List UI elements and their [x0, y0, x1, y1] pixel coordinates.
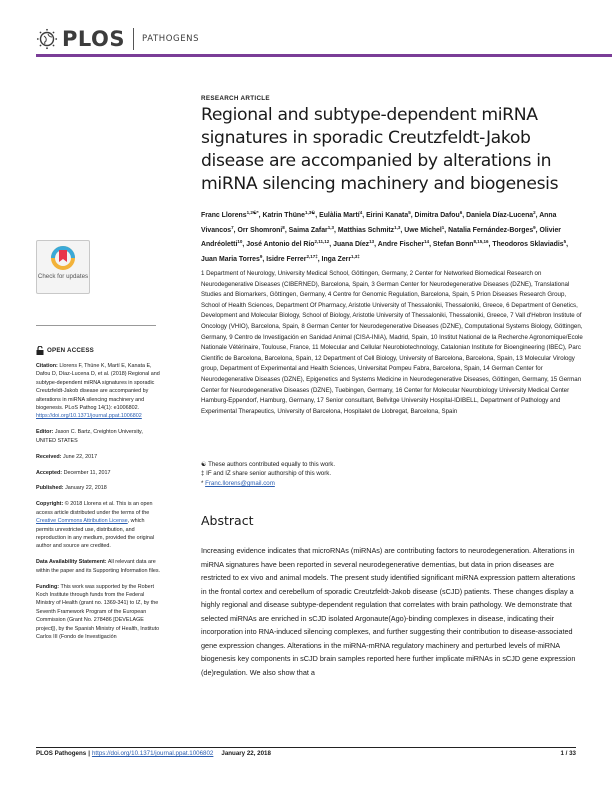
author-affiliation-marker: 1,3☯: [304, 210, 316, 215]
received-block: [36, 453, 162, 461]
abstract-text: Increasing evidence indicates that microRNAs (miRNAs) are contributing factors to neurodegeneration. Alterations in miRNA signatures have been reported in several neurodegenerative dementias, but data in prion diseases are restricted to ex vivo and animal models. The present study identified significant miRNA expression pattern alterations in the frontal cortex and cerebellum of sporadic Creutzfeldt-Jakob disease (sCJD) patients. These changes display a highly regional and disease subtype-dependent regulation that correlates with brain pathology. We demonstrate that selected miRNAs are enriched in sCJD isolated Argonaute(Ago)-binding complexes in disease, indicating their incorporation into RNA-induced silencing complexes, and further suggesting their contribution to disease-associated gene expression changes. Alterations in the miRNA-mRNA regulatory machinery and perturbed levels of miRNA biogenesis key components in sCJD brain samples reported here further implicate miRNAs in sCJD gene expression (de)regulation. We also show that a: [201, 546, 576, 677]
author-affiliation-marker: 1,3: [394, 224, 401, 230]
accepted-label: Accepted:: [36, 469, 63, 476]
author-name: Juana Díez: [333, 241, 370, 249]
equal-contribution-note: ☯ These authors contributed equally to this work.: [201, 461, 336, 468]
author-name: Franc Llorens: [201, 212, 247, 219]
author-name: Juan Maria Torres: [201, 255, 260, 263]
author-name: Andre Fischer: [377, 241, 425, 249]
received-label: Received:: [36, 453, 62, 460]
author-affiliation-marker: 9: [533, 224, 536, 230]
check-for-updates-label: Check for updates: [37, 273, 89, 280]
author-name: Eulàlia Martí: [319, 212, 360, 219]
sidebar-divider: [36, 325, 156, 326]
author-affiliation-marker: 5: [408, 210, 411, 215]
footer-journal: PLOS Pathogens: [36, 750, 87, 757]
footer-rule: [36, 747, 576, 748]
author-list: Franc Llorens$^{1,2☯*}$, Katrin Thüne$^{1,3☯}$, Eulàlia Martí$^4$, Eirini Kanata$^5$, Dimitra Dafou$^6$, Daniela Díaz-Lucena$^2$, Anna Vivancos$^7$, Orr Shomroni$^8$, Saima Zafar$^{1,3}$, Matthias Schmitz$^{1,3}$, Uwe Michel$^1$, Natalia Fernández-Borges$^9$, Olivier Andréoletti$^{10}$, José Antonio del Río$^{2,11,12}$, Juana Díez$^{13}$, Andre Fischer$^{14}$, Stefan Bonn$^{8,15,16}$, Theodoros Sklaviadis$^5$, Juan Maria Torres$^9$, Isidre Ferrer$^{2,17\ddagger}$, Inga Zerr$^{1,3\ddagger}$: [201, 210, 569, 263]
author-name: Katrin Thüne: [262, 212, 305, 219]
footer-separator: |: [88, 750, 90, 757]
accepted-date: December 11, 2017: [63, 469, 111, 476]
author-name: Natalia Fernández-Borges: [448, 226, 534, 234]
header-accent-bar: [36, 54, 612, 57]
footer-date: January 22, 2018: [221, 750, 271, 757]
author-name: Inga Zerr: [321, 255, 352, 263]
open-access-label: OPEN ACCESS: [47, 347, 95, 354]
author-name: Isidre Ferrer: [266, 255, 307, 263]
author-affiliation-marker: 1,3: [327, 224, 334, 230]
author-affiliation-marker: 14: [424, 239, 430, 245]
author-name: José Antonio del Río: [246, 241, 315, 249]
plos-logo: [36, 28, 199, 50]
editor-text: Jason C. Bartz, Creighton University, UNITED STATES: [36, 429, 143, 444]
author-affiliation-marker: 2: [533, 210, 536, 215]
affiliations: 1 Department of Neurology, University Medical School, Göttingen, Germany, 2 Center for Networked Biomedical Research on Neurodegenerative Diseases (CIBERNED), Barcelona, Spain, 3 German Center for Neurodegenerative Diseases (DZNE), Translational Studies and Biomarkers, Göttingen, Germany, 4 Centre for Genomic Regulation, Barcelona, Spain, 5 Prion Diseases Research Group, School of Health Sciences, Department Of Pharmacy, Aristotle University of Thessaloniki, Thessaloniki, Greece, 6 Department of Genetics, Development and Molecular Biology, School of Biology, Aristotle University of Thessaloniki, Thessaloniki, Greece, 7 Vall d'Hebron Institute of Oncology (VHIO), Barcelona, Spain, 8 German Center for Neurodegenerative Diseases (DZNE), Computational Systems Biology, Göttingen, Germany, 9 Centro de Investigación en Sanidad Animal (CISA-INIA), Madrid, Spain, 10 Institut National de la Recherche Agronomique/Ecole Nationale Vétérinaire, Toulouse, France, 11 Molecular and Cellular Neurobiotechnology, Catalonian Institute for Bioengineering (IBEC), Parc Científic de Barcelona, Barcelona, Spain, 12 Department of Cell Biology, University of Barcelona, Barcelona, Spain, 13 Molecular Virology group, Department of Experimental and Health Sciences, Universitat Pompeu Fabra, Barcelona, Spain, 14 German Center for Neurodegenerative Diseases (DZNE), Epigenetics and Systems Medicine in Neurodegenerative Diseases, Göttingen, Germany, 15 German Center for Neurodegenerative Diseases (DZNE), Tuebingen, Germany, 16 Center for Molecular Neurobiology University Medical Center Hamburg-Eppendorf, Hamburg, Germany, 17 Senior consultant, Bellvitge University Hospital-IDIBELL, Department of Pathology and Experimental Therapeutics, University of Barcelona, Hospitalet de Llobregat, Barcelona, Spain: [201, 270, 583, 415]
funding-text: This work was supported by the Robert Koch Institute through funds from the Federal Ministry of Health (grant no. 1369-341) to IZ, by the Seventh Framework Program of the European Commission (Grant No. 278486 [DEVELAGE project]), by the Spanish Ministry of Health, Instituto Carlos III (Fondo de Investigación: [36, 583, 160, 641]
check-for-updates-button[interactable]: [36, 240, 90, 294]
copyright-block: [36, 500, 162, 550]
author-name: Anna Vivancos: [201, 212, 557, 234]
author-affiliation-marker: 2,11,12: [314, 239, 330, 245]
author-notes: [201, 460, 581, 488]
author-name: Daniela Díaz-Lucena: [466, 212, 534, 219]
citation-text: Llorens F, Thüne K, Martí E, Kanata E, Dafou D, Díaz-Lucena D, et al. (2018) Regional and subtype-dependent miRNA signatures in sporadic Creutzfeldt-Jakob disease are accompanied by alterations in miRNA silencing machinery and biogenesis. PLoS Pathog 14(1): e1006802.: [36, 363, 160, 412]
corresponding-marker: *: [201, 479, 204, 487]
article-metadata-sidebar: [36, 362, 162, 649]
data-availability-text: All relevant data are within the paper and its Supporting Information files.: [36, 559, 161, 574]
article-title: Regional and subtype-dependent miRNA signatures in sporadic Creutzfeldt-Jakob disease are accompanied by alterations in miRNA silencing machinery and biogenesis: [201, 105, 559, 194]
page-footer: [36, 750, 576, 757]
author-name: Saima Zafar: [288, 226, 328, 234]
published-block: [36, 484, 162, 492]
author-affiliation-marker: 8,15,16: [473, 239, 489, 245]
author-affiliation-marker: 1,2☯*: [246, 210, 259, 215]
published-label: Published:: [36, 485, 64, 492]
footer-doi-link[interactable]: https://doi.org/10.1371/journal.ppat.1006802: [91, 750, 214, 757]
author-affiliation-marker: 13: [369, 239, 375, 245]
journal-name: PATHOGENS: [142, 34, 200, 44]
citation-label: Citation:: [36, 363, 58, 369]
corresponding-email-link[interactable]: Franc.llorens@gmail.com: [205, 479, 275, 487]
accepted-block: [36, 469, 162, 477]
publisher-name: PLOS: [62, 27, 126, 51]
author-affiliation-marker: 6: [459, 210, 463, 215]
plos-globe-icon: [36, 28, 58, 50]
corresponding-author: [201, 479, 581, 488]
author-name: Eirini Kanata: [366, 212, 409, 219]
editor-block: [36, 428, 162, 445]
crossmark-icon: [50, 245, 76, 271]
open-lock-icon: [36, 346, 44, 355]
author-name: Uwe Michel: [404, 226, 442, 234]
citation-doi-link[interactable]: https://doi.org/10.1371/journal.ppat.1006802: [36, 413, 142, 420]
copyright-label: Copyright:: [36, 501, 64, 508]
author-affiliation-marker: 7: [231, 224, 234, 230]
author-affiliation-marker: 1: [441, 224, 445, 230]
author-name: Theodoros Sklaviadis: [492, 241, 564, 249]
logo-divider: [133, 28, 134, 50]
author-affiliation-marker: 2,17‡: [306, 253, 318, 259]
received-date: June 22, 2017: [62, 453, 98, 460]
author-name: Olivier Andréoletti: [201, 226, 561, 249]
author-name: Stefan Bonn: [432, 241, 474, 249]
data-availability-label: Data Availability Statement:: [36, 559, 107, 566]
published-date: January 22, 2018: [65, 485, 107, 492]
author-affiliation-marker: 10: [237, 239, 243, 245]
author-affiliation-marker: 4: [359, 210, 363, 215]
citation-block: [36, 362, 162, 421]
author-affiliation-marker: 9: [259, 253, 263, 259]
creative-commons-license-link[interactable]: Creative Commons Attribution License: [36, 518, 128, 525]
funding-label: Funding:: [36, 583, 60, 590]
article-type: RESEARCH ARTICLE: [201, 95, 270, 102]
copyright-text: © 2018 Llorens et al. This is an open access article distributed under the terms of the: [36, 501, 153, 516]
author-affiliation-marker: 8: [282, 224, 285, 230]
author-name: Dimitra Dafou: [414, 212, 460, 219]
author-name: Matthias Schmitz: [337, 226, 395, 234]
abstract-heading: Abstract: [201, 513, 254, 528]
data-availability-block: [36, 558, 162, 575]
page-number: 1 / 33: [560, 750, 576, 757]
author-affiliation-marker: 1,3‡: [351, 253, 360, 259]
author-affiliation-marker: 5: [563, 239, 567, 245]
funding-block: [36, 583, 162, 642]
senior-authorship-note: ‡ IF and IZ share senior authorship of this work.: [201, 470, 332, 478]
editor-label: Editor:: [36, 429, 54, 436]
copyright-text-end: , which permits unrestricted use, distribution, and reproduction in any medium, provided the original author and source are credited.: [36, 518, 155, 550]
author-name: Orr Shomroni: [237, 226, 283, 234]
open-access-badge: [36, 346, 94, 355]
